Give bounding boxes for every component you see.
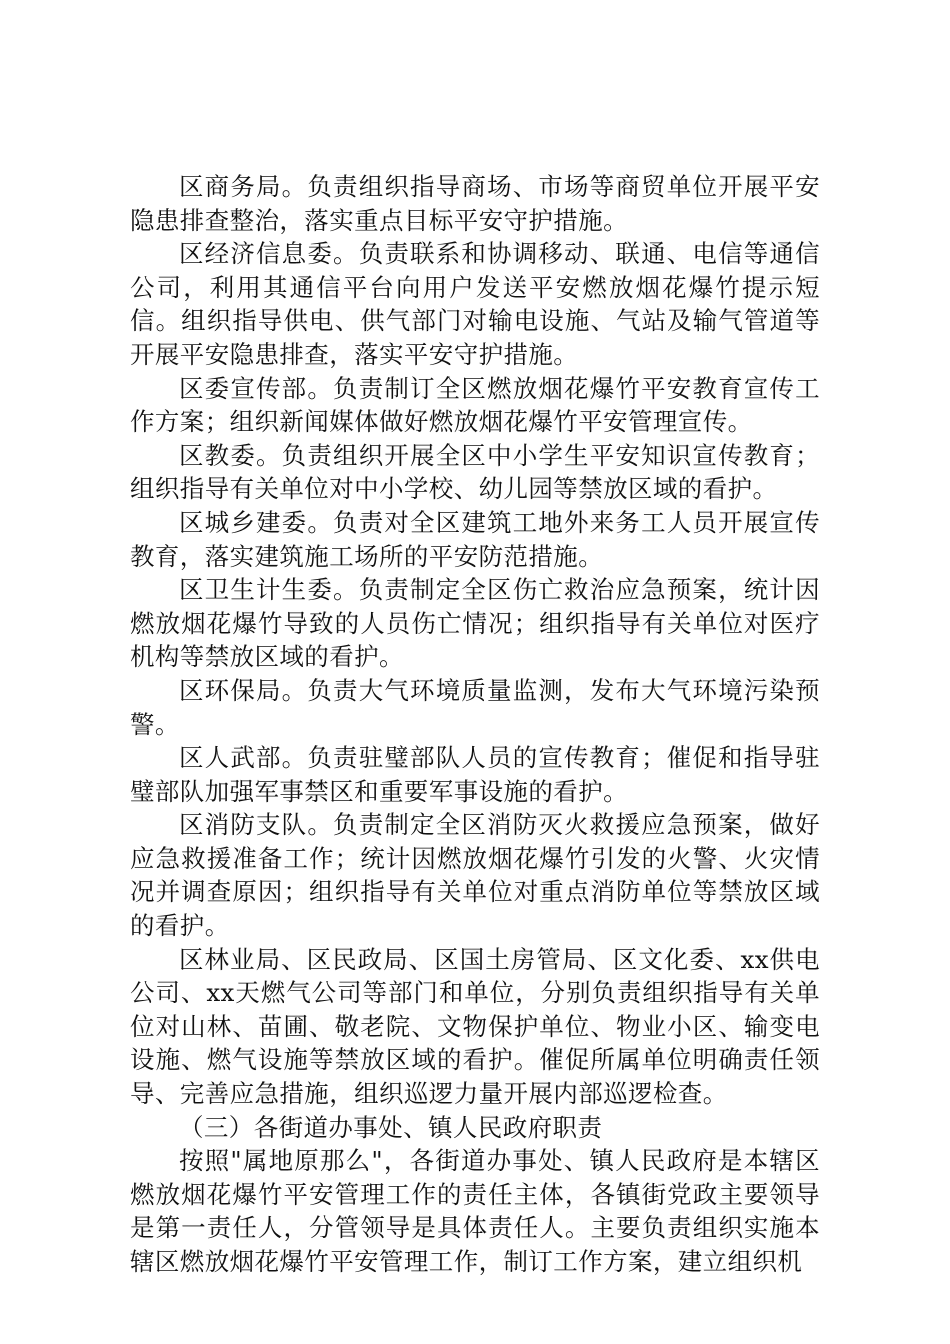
paragraph-commerce-bureau: 区商务局。负责组织指导商场、市场等商贸单位开展平安隐患排查整治，落实重点目标平安守护措施。	[130, 172, 820, 235]
document-body	[130, 170, 820, 1279]
paragraph-health-committee: 区卫生计生委。负责制定全区伤亡救治应急预案，统计因燃放烟花爆竹导致的人员伤亡情况；组织指导有关单位对医疗机构等禁放区域的看护。	[130, 575, 820, 672]
paragraph-urban-rural-construction: 区城乡建委。负责对全区建筑工地外来务工人员开展宣传教育，落实建筑施工场所的平安防范措施。	[130, 507, 820, 571]
paragraph-territorial-principle: 按照"属地原那么"，各街道办事处、镇人民政府是本辖区燃放烟花爆竹平安管理工作的责任主体，各镇街党政主要领导是第一责任人，分管领导是具体责任人。主要负责组织实施本辖区燃放烟花爆竹平安管理工作，制订工作方案，建立组织机	[130, 1146, 820, 1276]
paragraph-environment-bureau: 区环保局。负责大气环境质量监测，发布大气环境污染预警。	[130, 675, 820, 739]
paragraph-fire-brigade: 区消防支队。负责制定全区消防灭火救援应急预案，做好应急救援准备工作；统计因燃放烟花爆竹引发的火警、火灾情况并调查原因；组织指导有关单位对重点消防单位等禁放区域的看护。	[130, 810, 820, 941]
paragraph-other-departments: 区林业局、区民政局、区国土房管局、区文化委、xx供电公司、xx天燃气公司等部门和单位，分别负责组织指导有关单位对山林、苗圃、敬老院、文物保护单位、物业小区、输变电设施、燃气设施等禁放区域的看护。催促所属单位明确责任领导、完善应急措施，组织巡逻力量开展内部巡逻检查。	[130, 944, 820, 1109]
paragraph-armed-forces-department: 区人武部。负责驻璧部队人员的宣传教育；催促和指导驻璧部队加强军事禁区和重要军事设施的看护。	[130, 743, 820, 806]
paragraph-education-committee: 区教委。负责组织开展全区中小学生平安知识宣传教育；组织指导有关单位对中小学校、幼儿园等禁放区域的看护。	[130, 440, 820, 504]
paragraph-propaganda-department: 区委宣传部。负责制订全区燃放烟花爆竹平安教育宣传工作方案；组织新闻媒体做好燃放烟花爆竹平安管理宣传。	[130, 373, 820, 437]
paragraph-economy-info-committee: 区经济信息委。负责联系和协调移动、联通、电信等通信公司，利用其通信平台向用户发送平安燃放烟花爆竹提示短信。组织指导供电、供气部门对输电设施、气站及输气管道等开展平安隐患排查，落实平安守护措施。	[130, 239, 820, 369]
section-heading-street-town-duties: （三）各街道办事处、镇人民政府职责	[179, 1112, 603, 1142]
